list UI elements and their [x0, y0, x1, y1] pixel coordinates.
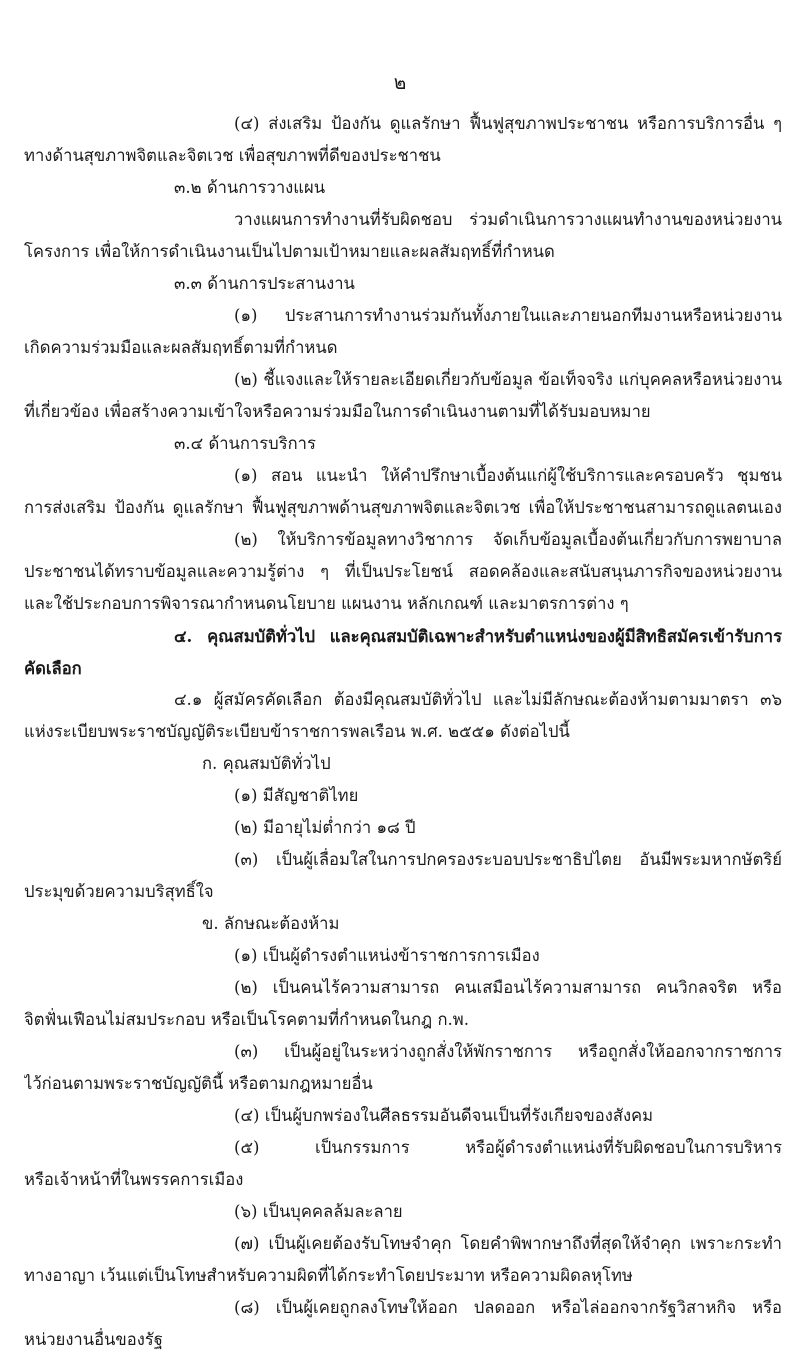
page-number: ๒: [393, 72, 407, 94]
text-line: (๒) ให้บริการข้อมูลทางวิชาการ จัดเก็บข้อมูลเบื้องต้นเกี่ยวกับการพยาบาล: [234, 530, 782, 549]
text-line: ๔. คุณสมบัติทั่วไป และคุณสมบัติเฉพาะสำหรับตำแหน่งของผู้มีสิทธิสมัครเข้ารับการ: [174, 626, 782, 646]
text-line: (๗) เป็นผู้เคยต้องรับโทษจำคุก โดยคำพิพากษาถึงที่สุดให้จำคุก เพราะกระทำ: [234, 1234, 782, 1253]
text-line: การส่งเสริม ป้องกัน ดูแลรักษา ฟื้นฟูสุขภาพด้านสุขภาพจิตและจิตเวช เพื่อให้ประชาชนสามารถดูแลตนเอง: [24, 498, 782, 517]
text-line: (๓) เป็นผู้อยู่ในระหว่างถูกสั่งให้พักราชการ หรือถูกสั่งให้ออกจากราชการ: [234, 1042, 782, 1061]
text-line: และใช้ประกอบการพิจารณากำหนดนโยบาย แผนงาน หลักเกณฑ์ และมาตรการต่าง ๆ: [24, 594, 629, 613]
text-line: ที่เกี่ยวข้อง เพื่อสร้างความเข้าใจหรือความร่วมมือในการดำเนินงานตามที่ได้รับมอบหมาย: [24, 402, 651, 421]
text-line: ๓.๔ ด้านการบริการ: [174, 434, 316, 453]
text-line: (๖) เป็นบุคคลล้มละลาย: [234, 1202, 403, 1221]
text-line: ประมุขด้วยความบริสุทธิ์ใจ: [24, 882, 214, 901]
text-line: หน่วยงานอื่นของรัฐ: [24, 1330, 163, 1349]
text-line: (๔) เป็นผู้บกพร่องในศีลธรรมอันดีจนเป็นที่รังเกียจของสังคม: [234, 1106, 654, 1125]
text-line: (๒) ชี้แจงและให้รายละเอียดเกี่ยวกับข้อมูล ข้อเท็จจริง แก่บุคคลหรือหน่วยงาน: [234, 370, 782, 389]
text-line: (๑) ประสานการทำงานร่วมกันทั้งภายในและภายนอกทีมงานหรือหน่วยงาน: [234, 306, 782, 325]
text-line: ก. คุณสมบัติทั่วไป: [202, 754, 331, 773]
text-line: ๓.๒ ด้านการวางแผน: [174, 178, 326, 197]
text-line: ไว้ก่อนตามพระราชบัญญัตินี้ หรือตามกฎหมายอื่น: [24, 1074, 373, 1093]
document-body: [24, 108, 782, 1356]
text-line: แห่งระเบียบพระราชบัญญัติระเบียบข้าราชการพลเรือน พ.ศ. ๒๕๕๑ ดังต่อไปนี้: [24, 722, 570, 741]
text-line: ๔.๑ ผู้สมัครคัดเลือก ต้องมีคุณสมบัติทั่วไป และไม่มีลักษณะต้องห้ามตามมาตรา ๓๖: [174, 690, 782, 709]
text-line: (๑) สอน แนะนำ ให้คำปรึกษาเบื้องต้นแก่ผู้ใช้บริการและครอบครัว ชุมชน: [234, 466, 782, 485]
text-line: โครงการ เพื่อให้การดำเนินงานเป็นไปตามเป้าหมายและผลสัมฤทธิ์ที่กำหนด: [24, 242, 555, 261]
text-line: วางแผนการทำงานที่รับผิดชอบ ร่วมดำเนินการวางแผนทำงานของหน่วยงาน: [234, 210, 782, 229]
text-line: ทางด้านสุขภาพจิตและจิตเวช เพื่อสุขภาพที่ดีของประชาชน: [24, 146, 441, 165]
text-line: ข. ลักษณะต้องห้าม: [202, 914, 340, 933]
text-line: (๓) เป็นผู้เลื่อมใสในการปกครองระบอบประชาธิปไตย อันมีพระมหากษัตริย์: [234, 850, 782, 869]
text-line: (๔) ส่งเสริม ป้องกัน ดูแลรักษา ฟื้นฟูสุขภาพประชาชน หรือการบริการอื่น ๆ: [234, 114, 782, 133]
text-line: หรือเจ้าหน้าที่ในพรรคการเมือง: [24, 1170, 244, 1189]
text-line: (๘) เป็นผู้เคยถูกลงโทษให้ออก ปลดออก หรือไล่ออกจากรัฐวิสาหกิจ หรือ: [234, 1298, 782, 1317]
text-line: (๕) เป็นกรรมการ หรือผู้ดำรงตำแหน่งที่รับผิดชอบในการบริหาร: [234, 1138, 782, 1157]
text-line: จิตฟั่นเฟือนไม่สมประกอบ หรือเป็นโรคตามที่กำหนดในกฎ ก.พ.: [24, 1010, 469, 1029]
text-line: ๓.๓ ด้านการประสานงาน: [174, 274, 355, 293]
text-line: (๑) เป็นผู้ดำรงตำแหน่งข้าราชการการเมือง: [234, 946, 540, 965]
text-line: เกิดความร่วมมือและผลสัมฤทธิ์ตามที่กำหนด: [24, 338, 338, 357]
text-line: ทางอาญา เว้นแต่เป็นโทษสำหรับความผิดที่ได้กระทำโดยประมาท หรือความผิดลหุโทษ: [24, 1266, 633, 1285]
text-line: ประชาชนได้ทราบข้อมูลและความรู้ต่าง ๆ ที่เป็นประโยชน์ สอดคล้องและสนับสนุนภารกิจของหน่วยงาน: [24, 562, 782, 581]
text-line: (๑) มีสัญชาติไทย: [234, 786, 359, 805]
text-line: (๒) มีอายุไม่ต่ำกว่า ๑๘ ปี: [234, 818, 416, 837]
text-line: คัดเลือก: [24, 658, 82, 678]
text-line: (๒) เป็นคนไร้ความสามารถ คนเสมือนไร้ความสามารถ คนวิกลจริต หรือ: [234, 978, 782, 997]
